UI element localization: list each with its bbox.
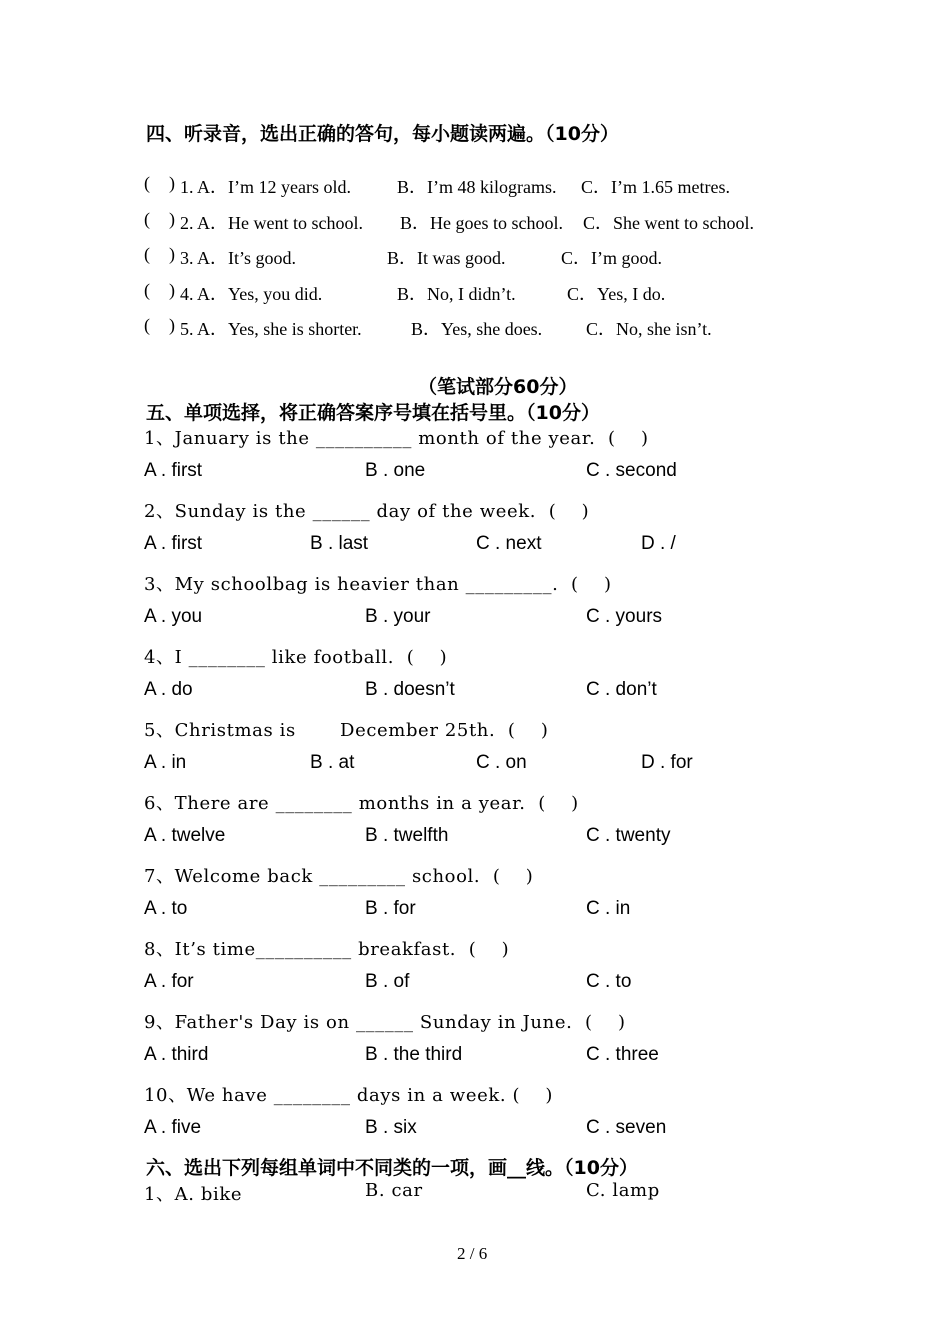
option-a: A . do xyxy=(144,679,193,700)
option-a: A . twelve xyxy=(144,825,226,846)
section4-heading: 四、听录音，选出正确的答句，每小题读两遍。（10分） xyxy=(146,123,619,145)
option-b: B . your xyxy=(365,606,431,627)
question-3: 3、My schoolbag is heavier than _________. ( ) xyxy=(144,574,612,595)
word-group-1-b: B. car xyxy=(365,1180,423,1201)
answer-bracket-open: ( xyxy=(144,280,150,300)
question-10: 10、We have ________ days in a week. ( ) xyxy=(144,1085,554,1106)
answer-bracket-close: ) xyxy=(169,244,175,264)
option-b: B . for xyxy=(365,898,416,919)
listening-q3-c: C．I’m good. xyxy=(561,248,662,268)
word-group-1-a: 1、A. bike xyxy=(144,1184,243,1205)
option-b: B . doesn’t xyxy=(365,679,455,700)
option-c: C . don’t xyxy=(586,679,657,700)
question-8: 8、It’s time__________ breakfast. ( ) xyxy=(144,939,510,960)
listening-q5-a: 5. A．Yes, she is shorter. xyxy=(180,319,362,339)
option-a: A . first xyxy=(144,460,203,481)
option-c: C . on xyxy=(476,752,527,773)
listening-q5-c: C．No, she isn’t. xyxy=(586,319,712,339)
option-b: B . the third xyxy=(365,1044,463,1065)
option-c: C . three xyxy=(586,1044,659,1065)
option-a: A . first xyxy=(144,533,203,554)
option-a: A . five xyxy=(144,1117,202,1138)
option-b: B . at xyxy=(310,752,355,773)
answer-bracket-close: ) xyxy=(169,315,175,335)
option-b: B . last xyxy=(310,533,369,554)
question-6: 6、There are ________ months in a year. ( ) xyxy=(144,793,579,814)
listening-q2-a: 2. A．He went to school. xyxy=(180,213,363,233)
option-c: C . to xyxy=(586,971,632,992)
section6-heading: 六、选出下列每组单词中不同类的一项，画__线。（10分） xyxy=(146,1157,638,1179)
answer-bracket-open: ( xyxy=(144,315,150,335)
written-part-title: （笔试部分60分） xyxy=(418,376,578,398)
question-4: 4、I ________ like football. ( ) xyxy=(144,647,448,668)
option-c: C . in xyxy=(586,898,631,919)
option-b: B . of xyxy=(365,971,410,992)
listening-q2-b: B．He goes to school. xyxy=(400,213,563,233)
listening-q3-a: 3. A．It’s good. xyxy=(180,248,297,268)
answer-bracket-close: ) xyxy=(169,280,175,300)
listening-q1-c: C．I’m 1.65 metres. xyxy=(581,177,730,197)
question-9: 9、Father's Day is on ______ Sunday in June. ( ) xyxy=(144,1012,626,1033)
option-d: D . for xyxy=(641,752,693,773)
question-2: 2、Sunday is the ______ day of the week. ( ) xyxy=(144,501,590,522)
listening-q2-c: C．She went to school. xyxy=(583,213,754,233)
option-c: C . next xyxy=(476,533,542,554)
word-group-1-c: C. lamp xyxy=(586,1180,660,1201)
option-b: B . six xyxy=(365,1117,417,1138)
answer-bracket-open: ( xyxy=(144,173,150,193)
option-c: C . yours xyxy=(586,606,663,627)
section5-heading: 五、单项选择，将正确答案序号填在括号里。（10分） xyxy=(146,402,600,424)
listening-q5-b: B．Yes, she does. xyxy=(411,319,543,339)
listening-q4-a: 4. A．Yes, you did. xyxy=(180,284,323,304)
option-a: A . you xyxy=(144,606,203,627)
option-a: A . in xyxy=(144,752,187,773)
question-5: 5、Christmas is December 25th. ( ) xyxy=(144,720,549,741)
answer-bracket-close: ) xyxy=(169,173,175,193)
option-a: A . for xyxy=(144,971,194,992)
listening-q3-b: B．It was good. xyxy=(387,248,506,268)
option-c: C . second xyxy=(586,460,677,481)
answer-bracket-open: ( xyxy=(144,209,150,229)
answer-bracket-open: ( xyxy=(144,244,150,264)
listening-q1-a: 1. A．I’m 12 years old. xyxy=(180,177,351,197)
option-c: C . seven xyxy=(586,1117,667,1138)
option-a: A . third xyxy=(144,1044,209,1065)
option-d: D . / xyxy=(641,533,676,554)
listening-q1-b: B．I’m 48 kilograms. xyxy=(397,177,557,197)
option-a: A . to xyxy=(144,898,188,919)
page-number: 2 / 6 xyxy=(457,1244,488,1263)
option-c: C . twenty xyxy=(586,825,671,846)
question-1: 1、January is the __________ month of the year. ( ) xyxy=(144,428,649,449)
option-b: B . twelfth xyxy=(365,825,449,846)
question-7: 7、Welcome back _________ school. ( ) xyxy=(144,866,534,887)
listening-q4-b: B．No, I didn’t. xyxy=(397,284,516,304)
answer-bracket-close: ) xyxy=(169,209,175,229)
listening-q4-c: C．Yes, I do. xyxy=(567,284,666,304)
option-b: B . one xyxy=(365,460,426,481)
